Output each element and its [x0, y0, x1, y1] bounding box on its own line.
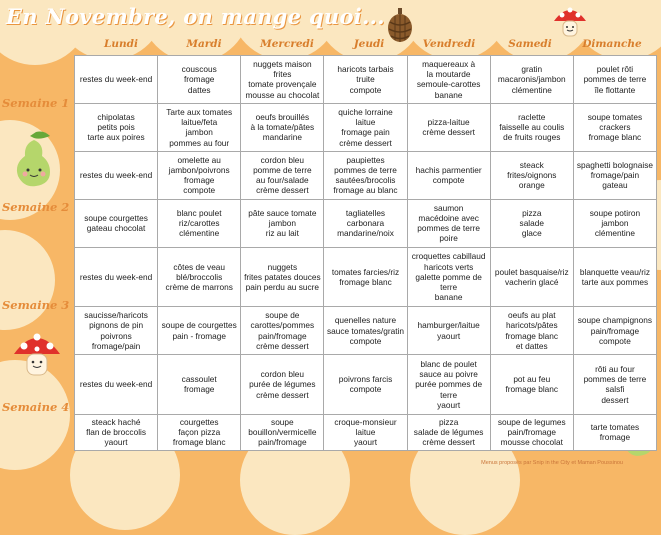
menu-cell: maquereaux à la moutarde semoule-carottes banane [407, 56, 490, 104]
menu-cell: gratin macaronis/jambon clémentine [490, 56, 573, 104]
menu-cell: tarte tomates fromage [573, 414, 656, 450]
day-header-mardi: Mardi [186, 38, 222, 50]
menu-cell: soupe bouillon/vermicelle pain/fromage [241, 414, 324, 450]
menu-cell: cordon bleu purée de légumes crème dessert [241, 355, 324, 415]
menu-cell: omelette au jambon/poivrons fromage compote [158, 151, 241, 199]
menu-cell: restes du week-end [75, 151, 158, 199]
menu-cell: courgettes façon pizza fromage blanc [158, 414, 241, 450]
menu-cell: pâte sauce tomate jambon riz au lait [241, 199, 324, 247]
menu-cell: soupe courgettes gateau chocolat [75, 199, 158, 247]
menu-cell: cassoulet fromage [158, 355, 241, 415]
table-row [75, 56, 657, 104]
day-header-lundi: Lundi [104, 38, 138, 50]
menu-cell: soupe de courgettes pain - fromage [158, 307, 241, 355]
menu-cell: poulet basquaise/riz vacherin glacé [490, 247, 573, 307]
menu-cell: haricots tarbais truite compote [324, 56, 407, 104]
table-row [75, 414, 657, 450]
menu-cell: nuggets maison frites tomate provençale mousse au chocolat [241, 56, 324, 104]
menu-cell: hachis parmentier compote [407, 151, 490, 199]
menu-cell: blanc poulet riz/carottes clémentine [158, 199, 241, 247]
menu-cell: restes du week-end [75, 56, 158, 104]
mushroom-icon [12, 328, 62, 378]
menu-cell: saucisse/haricots pignons de pin poivrons fromage/pain [75, 307, 158, 355]
menu-cell: tomates farcies/riz fromage blanc [324, 247, 407, 307]
day-header-mercredi: Mercredi [260, 38, 314, 50]
day-header-vendredi: Vendredi [422, 38, 476, 50]
menu-cell: restes du week-end [75, 355, 158, 415]
menu-cell: raclette faisselle au coulis de fruits rouges [490, 103, 573, 151]
menu-cell: chipolatas petits pois tarte aux poires [75, 103, 158, 151]
menu-cell: soupe de carottes/pommes pain/fromage crème dessert [241, 307, 324, 355]
menu-cell: croquettes cabillaud haricots verts galette pomme de terre banane [407, 247, 490, 307]
menu-cell: restes du week-end [75, 247, 158, 307]
day-header-jeudi: Jeudi [353, 38, 385, 50]
table-row [75, 307, 657, 355]
table-row [75, 199, 657, 247]
menu-cell: quiche lorraine laitue fromage pain crème dessert [324, 103, 407, 151]
menu-cell: blanquette veau/riz tarte aux pommes [573, 247, 656, 307]
menu-cell: steack frites/oignons orange [490, 151, 573, 199]
menu-cell: poulet rôti pommes de terre île flottante [573, 56, 656, 104]
menu-cell: steack haché flan de broccolis yaourt [75, 414, 158, 450]
menu-cell: soupe tomates crackers fromage blanc [573, 103, 656, 151]
menu-cell: hamburger/laitue yaourt [407, 307, 490, 355]
menu-cell: croque-monsieur laitue yaourt [324, 414, 407, 450]
menu-cell: couscous fromage dattes [158, 56, 241, 104]
day-header-samedi: Samedi [508, 38, 552, 50]
table-row [75, 355, 657, 415]
menu-cell: quenelles nature sauce tomates/gratin compote [324, 307, 407, 355]
week-label-3: Semaine 3 [2, 298, 70, 312]
pear-icon [10, 130, 56, 190]
pinecone-icon [385, 8, 415, 44]
menu-cell: soupe potiron jambon clémentine [573, 199, 656, 247]
day-header-dimanche: Dimanche [582, 38, 642, 50]
menu-cell: blanc de poulet sauce au poivre purée pommes de terre yaourt [407, 355, 490, 415]
menu-cell: rôti au four pommes de terre salsfi dessert [573, 355, 656, 415]
menu-cell: paupiettes pommes de terre sautées/brocolis fromage au blanc [324, 151, 407, 199]
bg-circle [0, 230, 55, 330]
credit-text: Menus proposés par Snip in the City et Maman Poussinou [481, 460, 623, 466]
menu-cell: soupe champignons pain/fromage compote [573, 307, 656, 355]
menu-cell: nuggets frites patates douces pain perdu au sucre [241, 247, 324, 307]
table-row [75, 247, 657, 307]
menu-cell: pot au feu fromage blanc [490, 355, 573, 415]
table-row [75, 151, 657, 199]
week-label-1: Semaine 1 [2, 96, 70, 110]
menu-cell: oeufs au plat haricots/pâtes fromage blanc et dattes [490, 307, 573, 355]
menu-cell: pizza salade glace [490, 199, 573, 247]
menu-cell: soupe de legumes pain/fromage mousse chocolat [490, 414, 573, 450]
menu-cell: cordon bleu pomme de terre au four/salade crème dessert [241, 151, 324, 199]
menu-cell: poivrons farcis compote [324, 355, 407, 415]
menu-cell: Tarte aux tomates laitue/feta jambon pommes au four [158, 103, 241, 151]
menu-table [74, 55, 657, 451]
menu-cell: pizza salade de légumes crème dessert [407, 414, 490, 450]
page-title: En Novembre, on mange quoi... [6, 4, 385, 29]
week-label-4: Semaine 4 [2, 400, 70, 414]
menu-cell: tagliatelles carbonara mandarine/noix [324, 199, 407, 247]
menu-cell: côtes de veau blé/broccolis crème de marrons [158, 247, 241, 307]
menu-cell: pizza-laitue crème dessert [407, 103, 490, 151]
week-label-2: Semaine 2 [2, 200, 70, 214]
mushroom-icon [552, 3, 588, 39]
menu-cell: saumon macédoine avec pommes de terre poire [407, 199, 490, 247]
table-row [75, 103, 657, 151]
menu-cell: spaghetti bolognaise fromage/pain gateau [573, 151, 656, 199]
menu-cell: oeufs brouillés à la tomate/pâtes mandarine [241, 103, 324, 151]
